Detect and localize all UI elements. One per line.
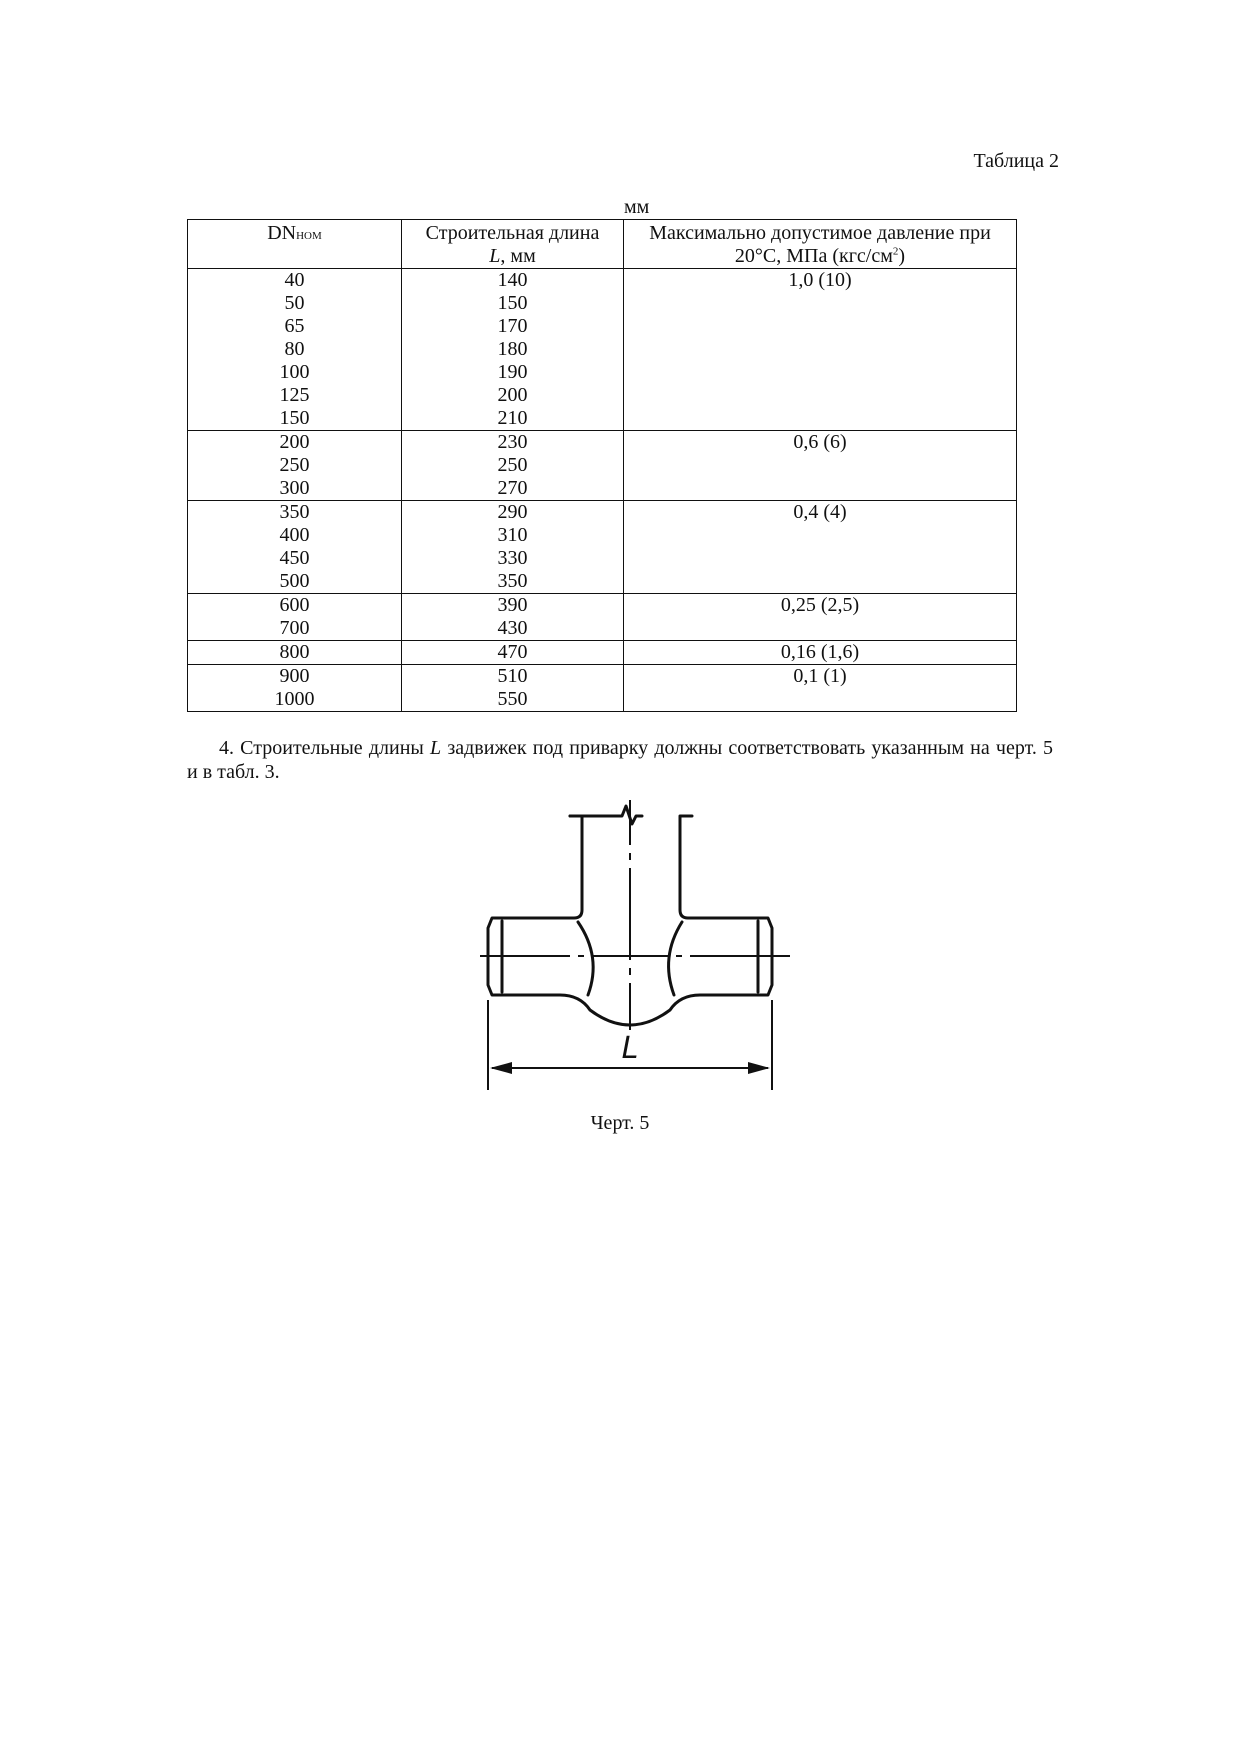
dn-cell <box>188 665 402 712</box>
drawing-caption: Черт. 5 <box>590 1112 650 1134</box>
table-row <box>188 594 1017 641</box>
length-cell-value: 470 <box>497 641 528 663</box>
table-row <box>188 501 1017 594</box>
dn-cell-value: 1000 <box>274 688 315 710</box>
table-body <box>188 269 1017 712</box>
header-dn <box>188 220 402 269</box>
table-row <box>188 665 1017 712</box>
header-length <box>402 220 624 269</box>
pressure-cell-value: 0,1 (1) <box>793 665 847 687</box>
table-header-row <box>188 220 1017 269</box>
length-cell-value: 330 <box>497 547 528 569</box>
paragraph-text-end: задвижек под приварку должны соответствовать указанным на черт. 5 и в табл. 3. <box>187 737 1053 783</box>
dn-cell <box>188 641 402 665</box>
dn-cell <box>188 501 402 594</box>
length-cell-value: 290 <box>497 501 528 523</box>
dn-cell-value: 65 <box>284 315 305 337</box>
paragraph-text-start: 4. Строительные длины <box>219 737 431 759</box>
dn-cell-value: 700 <box>279 617 310 639</box>
pressure-cell-value: 0,16 (1,6) <box>780 641 860 663</box>
valve-drawing <box>470 800 810 1110</box>
length-cell <box>402 431 624 501</box>
dimension-label: L <box>621 1031 639 1066</box>
table-number-label: Таблица 2 <box>973 150 1059 172</box>
dn-cell <box>188 269 402 431</box>
right-wedge-arc <box>669 922 682 995</box>
pressure-cell-value: 0,25 (2,5) <box>780 594 860 616</box>
pressure-cell <box>624 594 1017 641</box>
length-cell-value: 310 <box>497 524 528 546</box>
dn-cell-value: 300 <box>279 477 310 499</box>
pressure-cell-value: 0,4 (4) <box>793 501 847 523</box>
dn-cell-value: 900 <box>279 665 310 687</box>
length-cell-value: 210 <box>497 407 528 429</box>
paragraph-4 <box>187 736 1053 784</box>
dn-cell-value: 450 <box>279 547 310 569</box>
header-dn-base: DN <box>267 222 297 244</box>
pressure-cell <box>624 501 1017 594</box>
table-row <box>188 431 1017 501</box>
length-cell-value: 550 <box>497 688 528 710</box>
dn-cell-value: 400 <box>279 524 310 546</box>
length-cell-value: 180 <box>497 338 528 360</box>
header-pressure <box>624 220 1017 269</box>
length-cell <box>402 665 624 712</box>
dn-cell-value: 600 <box>279 594 310 616</box>
valve-length-table <box>187 219 1017 712</box>
dn-cell-value: 80 <box>284 338 305 360</box>
header-pressure-line1: Максимально допустимое давление при <box>649 222 991 244</box>
dn-cell-value: 100 <box>279 361 310 383</box>
pressure-cell <box>624 431 1017 501</box>
length-cell <box>402 594 624 641</box>
dn-cell <box>188 431 402 501</box>
header-length-line1: Строительная длина <box>425 222 600 244</box>
header-dn-subscript: НОМ <box>296 230 322 242</box>
pressure-cell-value: 0,6 (6) <box>793 431 847 453</box>
header-pressure-line2: 20°C, МПа (кгс/см <box>734 245 893 267</box>
dn-cell-value: 350 <box>279 501 310 523</box>
length-cell-value: 200 <box>497 384 528 406</box>
length-cell-value: 270 <box>497 477 528 499</box>
left-wedge-arc <box>578 922 593 995</box>
header-length-unit: , мм <box>500 245 536 267</box>
pressure-cell <box>624 665 1017 712</box>
length-cell-value: 430 <box>497 617 528 639</box>
pressure-cell-value: 1,0 (10) <box>788 269 852 291</box>
dn-cell-value: 200 <box>279 431 310 453</box>
length-cell <box>402 641 624 665</box>
header-pressure-close: ) <box>898 245 906 267</box>
table-units: мм <box>624 196 650 218</box>
header-length-symbol: L <box>489 245 501 267</box>
dn-cell-value: 500 <box>279 570 310 592</box>
length-cell-value: 250 <box>497 454 528 476</box>
length-cell-value: 350 <box>497 570 528 592</box>
length-cell-value: 170 <box>497 315 528 337</box>
dn-cell <box>188 594 402 641</box>
length-cell <box>402 269 624 431</box>
paragraph-length-symbol: L <box>430 737 442 759</box>
pressure-cell <box>624 269 1017 431</box>
dn-cell-value: 125 <box>279 384 310 406</box>
table-row <box>188 641 1017 665</box>
dn-cell-value: 150 <box>279 407 310 429</box>
length-cell-value: 140 <box>497 269 528 291</box>
length-cell-value: 190 <box>497 361 528 383</box>
length-cell-value: 230 <box>497 431 528 453</box>
dn-cell-value: 40 <box>284 269 305 291</box>
length-cell-value: 510 <box>497 665 528 687</box>
table-row <box>188 269 1017 431</box>
header-pressure-superscript: 2 <box>892 245 899 258</box>
dn-cell-value: 250 <box>279 454 310 476</box>
length-cell-value: 390 <box>497 594 528 616</box>
length-cell <box>402 501 624 594</box>
pressure-cell <box>624 641 1017 665</box>
dn-cell-value: 800 <box>279 641 310 663</box>
dn-cell-value: 50 <box>284 292 305 314</box>
length-cell-value: 150 <box>497 292 528 314</box>
